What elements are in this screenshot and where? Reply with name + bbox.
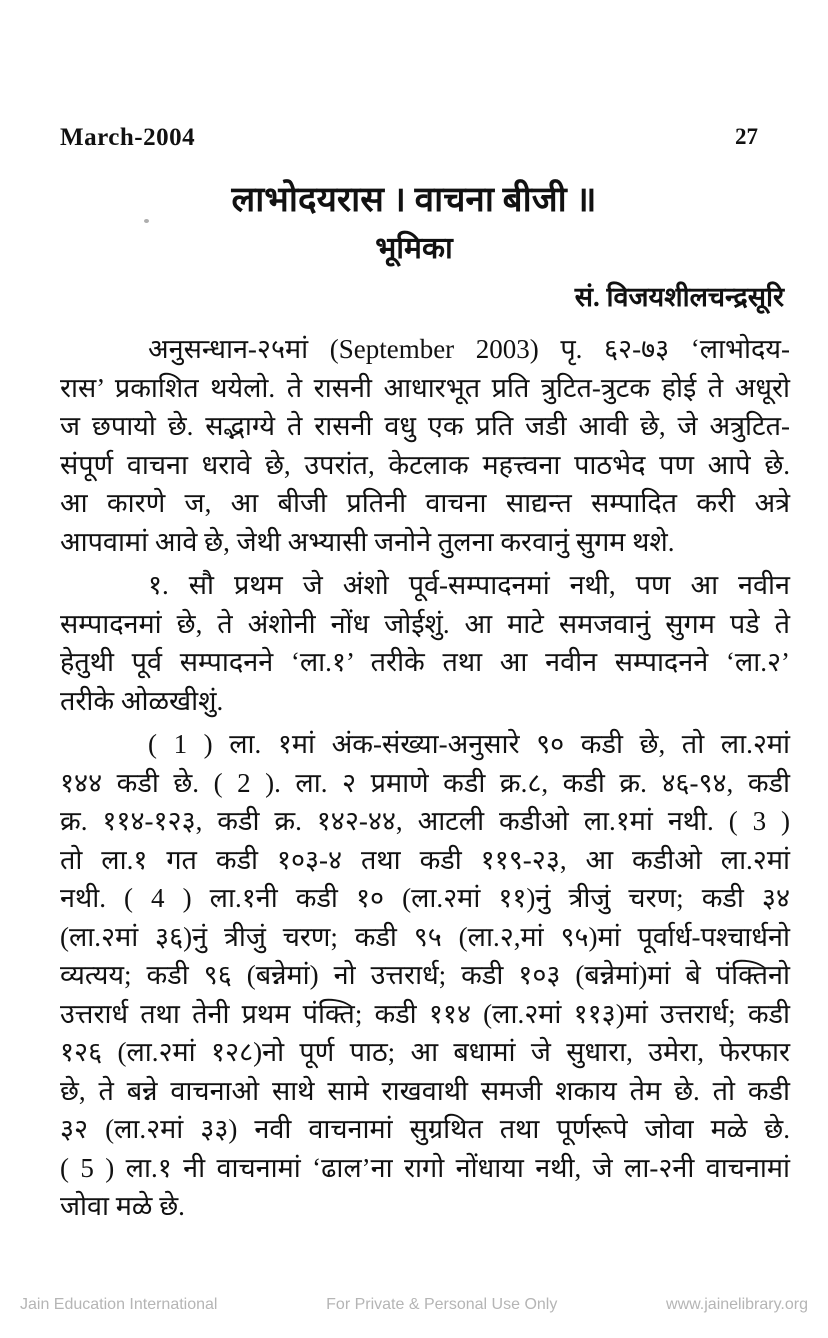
- text-line: जोवा मळे छे.: [60, 1191, 185, 1221]
- body-paragraphs: [0, 314, 828, 1226]
- text-line: तो ला.१ गत कडी १०३-४ तथा कडी ११९-२३, आ कडीओ ला.२मां: [60, 844, 790, 875]
- text-line: ज छपायो छे. सद्भाग्ये ते रासनी वधु एक प्रति जडी आवी छे, जे अत्रुटित-: [60, 411, 790, 441]
- article-title: लाभोदयरास । वाचना बीजी ॥: [231, 180, 597, 219]
- text-line: आ कारणे ज, आ बीजी प्रतिनी वाचना साद्यन्त सम्पादित करी अत्रे: [60, 488, 790, 518]
- issue-date: March-2004: [60, 124, 196, 151]
- paragraph: [60, 330, 790, 561]
- text-line: (ला.२मां ३६)नुं त्रीजुं चरण; कडी ९५ (ला.२,मां ९५)मां पूर्वार्ध-पश्चार्धनो: [60, 921, 790, 952]
- text-line: सम्पादनमां छे, ते अंशोनी नोंध जोईशुं. आ माटे समजवानुं सुगम पडे ते: [60, 608, 790, 639]
- editor-byline: सं. विजयशीलचन्द्रसूरि: [574, 282, 784, 312]
- text-line: नथी. ( 4 ) ला.१नी कडी १० (ला.२मां ११)नुं त्रीजुं चरण; कडी ३४: [60, 883, 790, 913]
- text-line: हेतुथी पूर्व सम्पादनने ‘ला.१’ तरीके तथा आ नवीन सम्पादनने ‘ला.२’: [60, 647, 790, 677]
- page-footer: [0, 1296, 828, 1314]
- footer-publisher: Jain Education International: [20, 1296, 218, 1313]
- text-line: आपवामां आवे छे, जेथी अभ्यासी जनोने तुलना करवानुं सुगम थशे.: [60, 526, 675, 557]
- page-number: 27: [735, 124, 758, 149]
- text-line: ( 5 ) ला.१ नी वाचनामां ‘ढाल’ना रागो नोंधाया नथी, जे ला-२नी वाचनामां: [60, 1152, 790, 1183]
- text-line: अनुसन्धान-२५मां (September 2003) पृ. ६२-७३ ‘लाभोदय-: [148, 334, 790, 364]
- text-line: संपूर्ण वाचना धरावे छे, उपरांत, केटलाक महत्त्वना पाठभेद पण आपे छे.: [60, 449, 790, 480]
- text-line: छे, ते बन्ने वाचनाओ साथे सामे राखवाथी समजी शकाय तेम छे. तो कडी: [60, 1075, 790, 1106]
- footer-website: www.jainelibrary.org: [666, 1296, 808, 1313]
- paragraph: [60, 566, 790, 720]
- text-line: ३२ (ला.२मां ३३) नवी वाचनामां सुग्रथित तथा पूर्णरूपे जोवा मळे छे.: [60, 1114, 790, 1144]
- text-line: १. सौ प्रथम जे अंशो पूर्व-सम्पादनमां नथी, पण आ नवीन: [148, 570, 790, 600]
- paragraph: [60, 725, 790, 1226]
- text-line: १४४ कडी छे. ( 2 ). ला. २ प्रमाणे कडी क्र.८, कडी क्र. ४६-९४, कडी: [60, 767, 790, 798]
- page-header: [0, 0, 828, 152]
- scan-artifact-dot: [144, 219, 149, 223]
- text-line: क्र. ११४-१२३, कडी क्र. १४२-४४, आटली कडीओ ला.१मां नथी. ( 3 ): [60, 806, 790, 836]
- footer-usage-note: For Private & Personal Use Only: [326, 1296, 558, 1313]
- text-line: ( 1 ) ला. १मां अंक-संख्या-अनुसारे ९० कडी छे, तो ला.२मां: [148, 729, 790, 759]
- text-line: रास’ प्रकाशित थयेलो. ते रासनी आधारभूत प्रति त्रुटित-त्रुटक होई ते अधूरो: [60, 372, 790, 403]
- text-line: उत्तरार्ध तथा तेनी प्रथम पंक्ति; कडी ११४ (ला.२मां ११३)मां उत्तरार्ध; कडी: [60, 998, 790, 1029]
- text-line: व्यत्यय; कडी ९६ (बन्नेमां) नो उत्तरार्ध; कडी १०३ (बन्नेमां)मां बे पंक्तिनो: [60, 960, 790, 990]
- text-line: तरीके ओळखीशुं.: [60, 685, 224, 716]
- text-line: १२६ (ला.२मां १२८)नो पूर्ण पाठ; आ बधामां जे सुधारा, उमेरा, फेरफार: [60, 1037, 790, 1067]
- section-heading: भूमिका: [375, 232, 453, 265]
